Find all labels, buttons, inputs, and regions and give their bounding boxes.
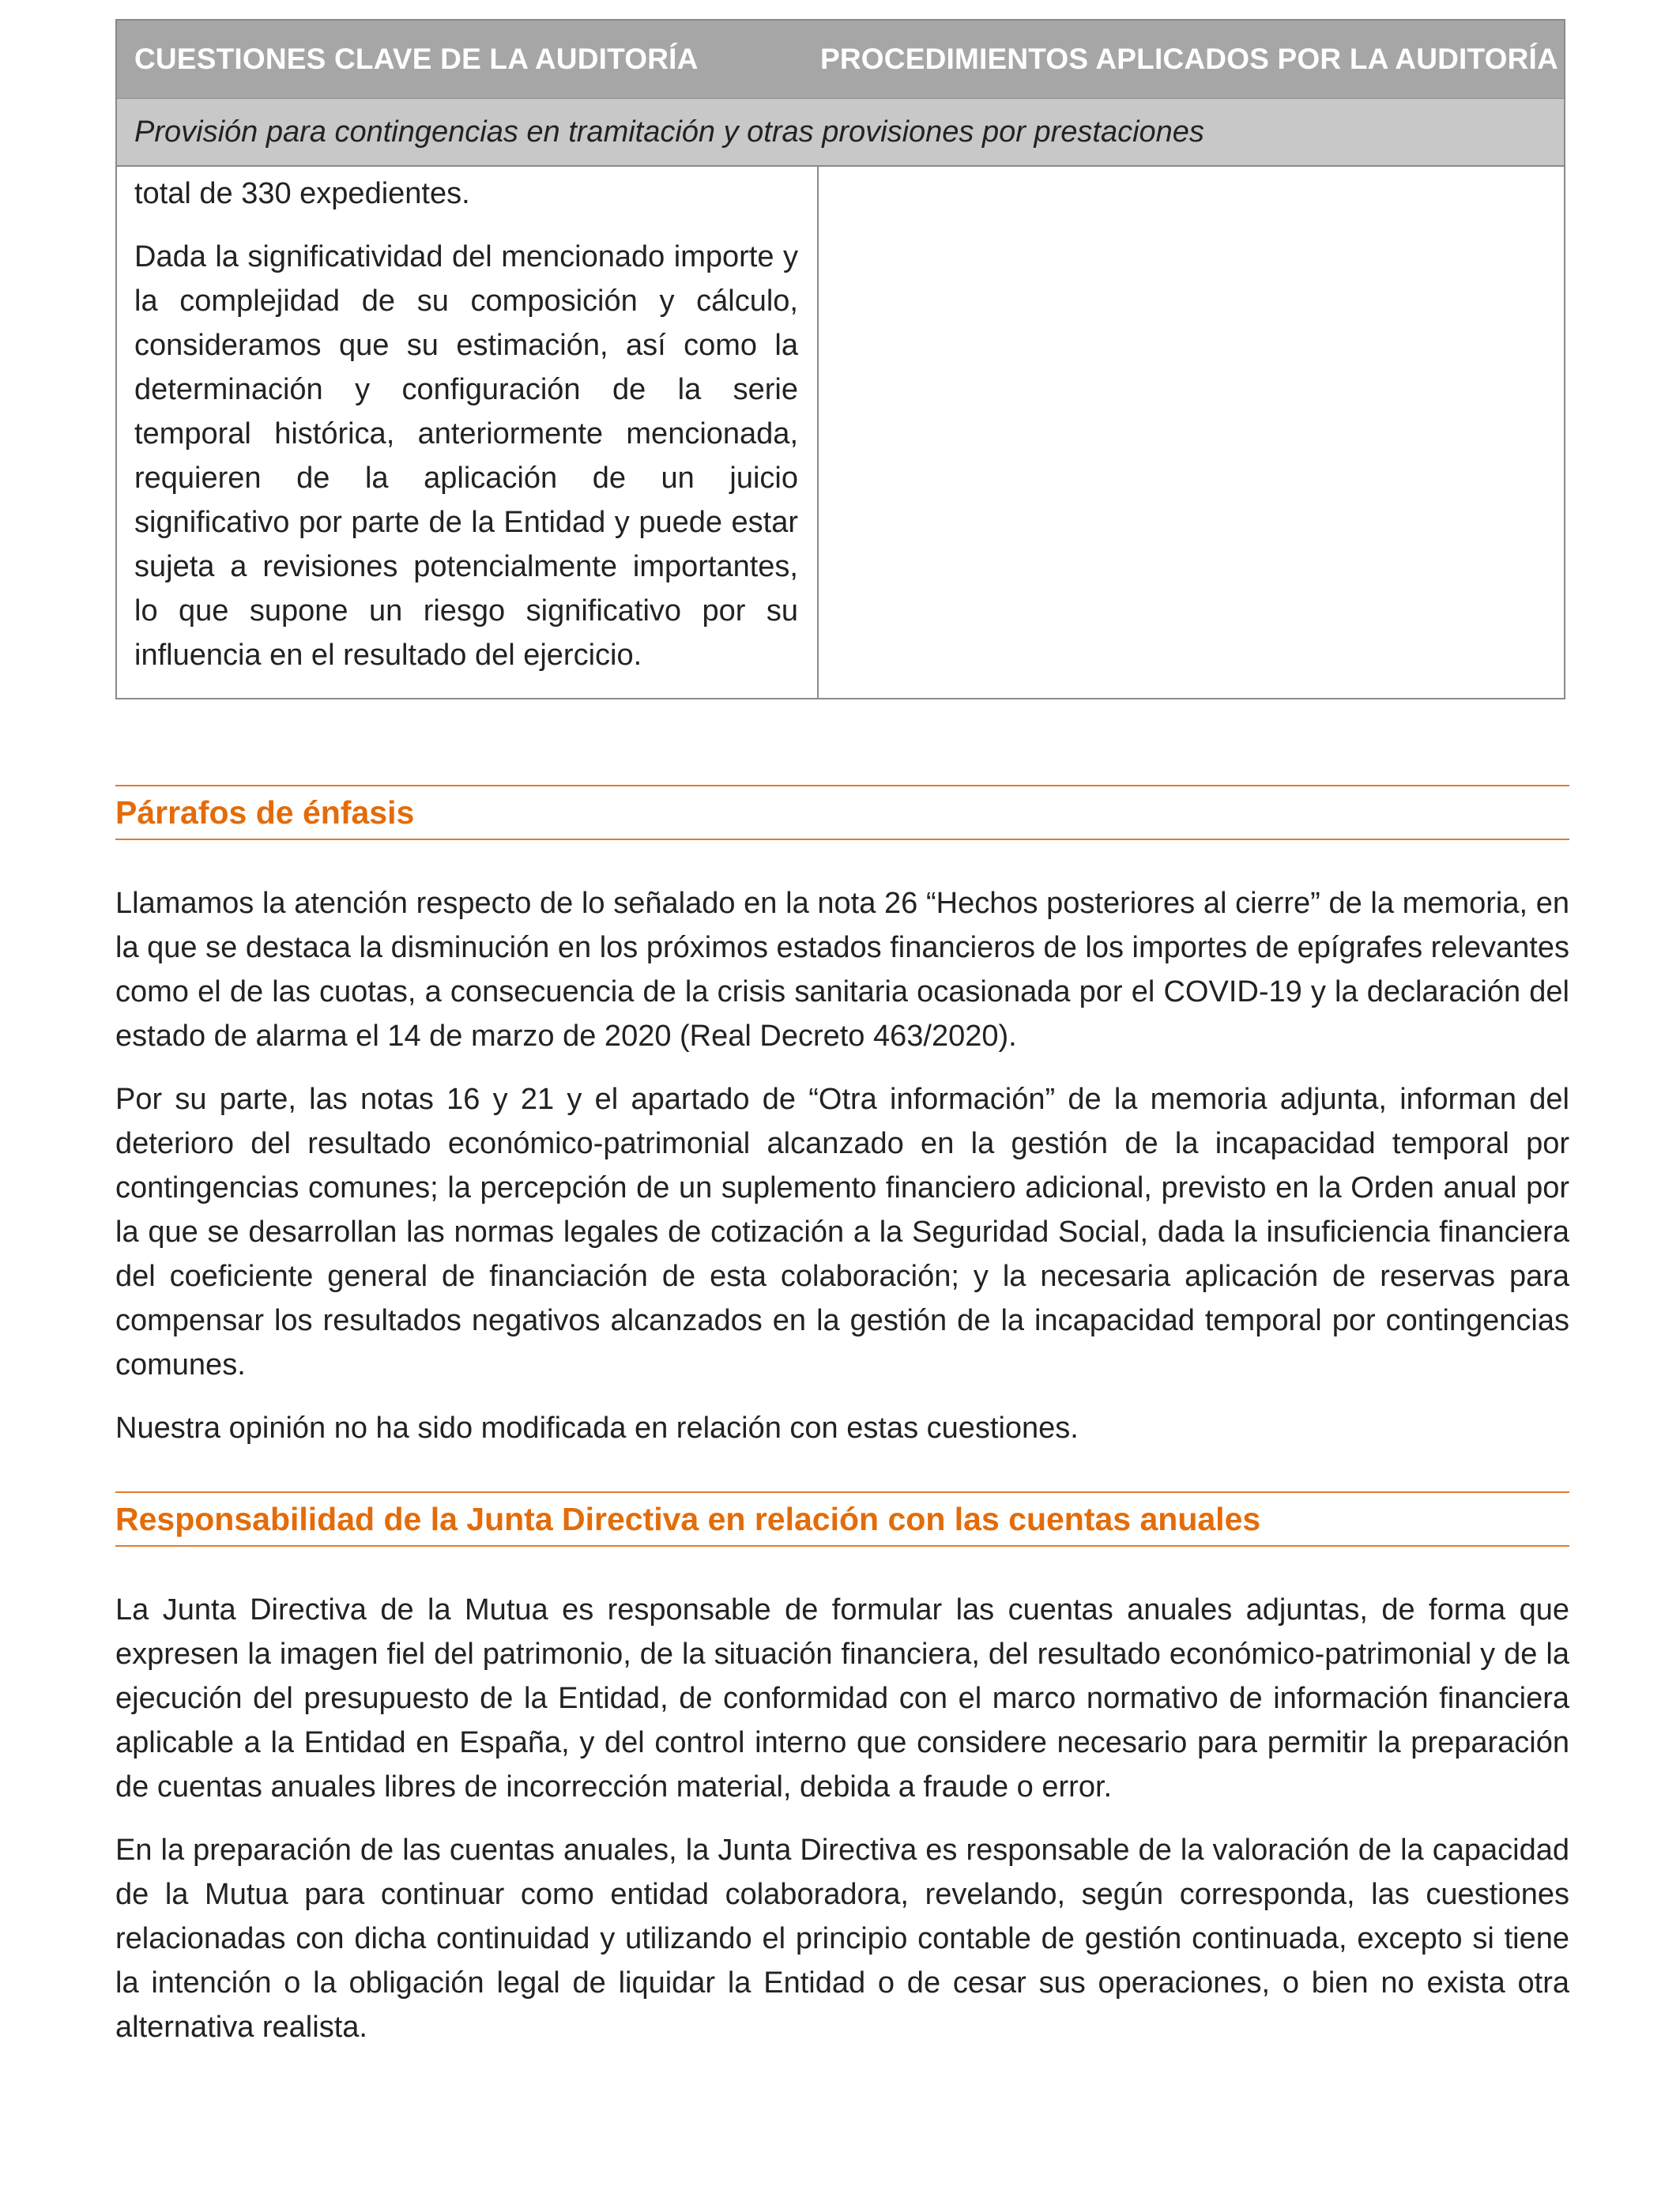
table-header-key-matters: CUESTIONES CLAVE DE LA AUDITORÍA xyxy=(134,43,699,75)
table-cell-key-matters xyxy=(117,167,819,698)
table-subheader: Provisión para contingencias en tramitación y otras provisiones por prestaciones xyxy=(117,98,1564,167)
body-paragraph: Por su parte, las notas 16 y 21 y el apartado de “Otra información” de la memoria adjunta, informan del deterioro del resultado económico-patrimonial alcanzado en la gestión de la incapacidad temporal por contingencias comunes; la percepción de un suplemento financiero adicional, previsto en la Orden anual por la que se desarrollan las normas legales de cotización a la Seguridad Social, dada la insuficiencia financiera del coeficiente general de financiación de esta colaboración; y la necesaria aplicación de reservas para compensar los resultados negativos alcanzados en la gestión de la incapacidad temporal por contingencias comunes. xyxy=(115,1083,1569,1382)
section-heading-emphasis: Párrafos de énfasis xyxy=(115,785,1569,840)
table-cell-procedures xyxy=(819,167,1564,698)
section-body-emphasis xyxy=(115,881,1569,1450)
table-paragraph: total de 330 expedientes. xyxy=(134,177,470,210)
table-paragraph: Dada la significatividad del mencionado importe y la complejidad de su composición y cálculo, consideramos que su estimación, así como la determinación y configuración de la serie temporal histórica, anteriormente mencionada, requieren de la aplicación de un juicio significativo por parte de la Entidad y puede estar sujeta a revisiones potencialmente importantes, lo que supone un riesgo significativo por su influencia en el resultado del ejercicio. xyxy=(134,240,798,672)
table-header-row xyxy=(117,21,1564,98)
document-page xyxy=(115,19,1569,2068)
table-body-row xyxy=(117,167,1564,698)
body-paragraph: Nuestra opinión no ha sido modificada en relación con estas cuestiones. xyxy=(115,1412,1079,1445)
body-paragraph: Llamamos la atención respecto de lo señalado en la nota 26 “Hechos posteriores al cierre” de la memoria, en la que se destaca la disminución en los próximos estados financieros de los importes de epígrafes relevantes como el de las cuotas, a consecuencia de la crisis sanitaria ocasionada por el COVID-19 y la declaración del estado de alarma el 14 de marzo de 2020 (Real Decreto 463/2020). xyxy=(115,887,1569,1053)
section-heading-board-responsibility: Responsabilidad de la Junta Directiva en relación con las cuentas anuales xyxy=(115,1491,1569,1547)
key-audit-matters-table xyxy=(115,19,1565,699)
section-body-board-responsibility xyxy=(115,1588,1569,2049)
body-paragraph: La Junta Directiva de la Mutua es responsable de formular las cuentas anuales adjuntas, de forma que expresen la imagen fiel del patrimonio, de la situación financiera, del resultado económico-patrimonial y de la ejecución del presupuesto de la Entidad, de conformidad con el marco normativo de información financiera aplicable a la Entidad en España, y del control interno que considere necesario para permitir la preparación de cuentas anuales libres de incorrección material, debida a fraude o error. xyxy=(115,1593,1569,1804)
table-header-procedures: PROCEDIMIENTOS APLICADOS POR LA AUDITORÍA xyxy=(820,43,1558,75)
body-paragraph: En la preparación de las cuentas anuales, la Junta Directiva es responsable de la valoración de la capacidad de la Mutua para continuar como entidad colaboradora, revelando, según corresponda, las cuestiones relacionadas con dicha continuidad y utilizando el principio contable de gestión continuada, excepto si tiene la intención o la obligación legal de liquidar la Entidad o de cesar sus operaciones, o bien no exista otra alternativa realista. xyxy=(115,1834,1569,2044)
